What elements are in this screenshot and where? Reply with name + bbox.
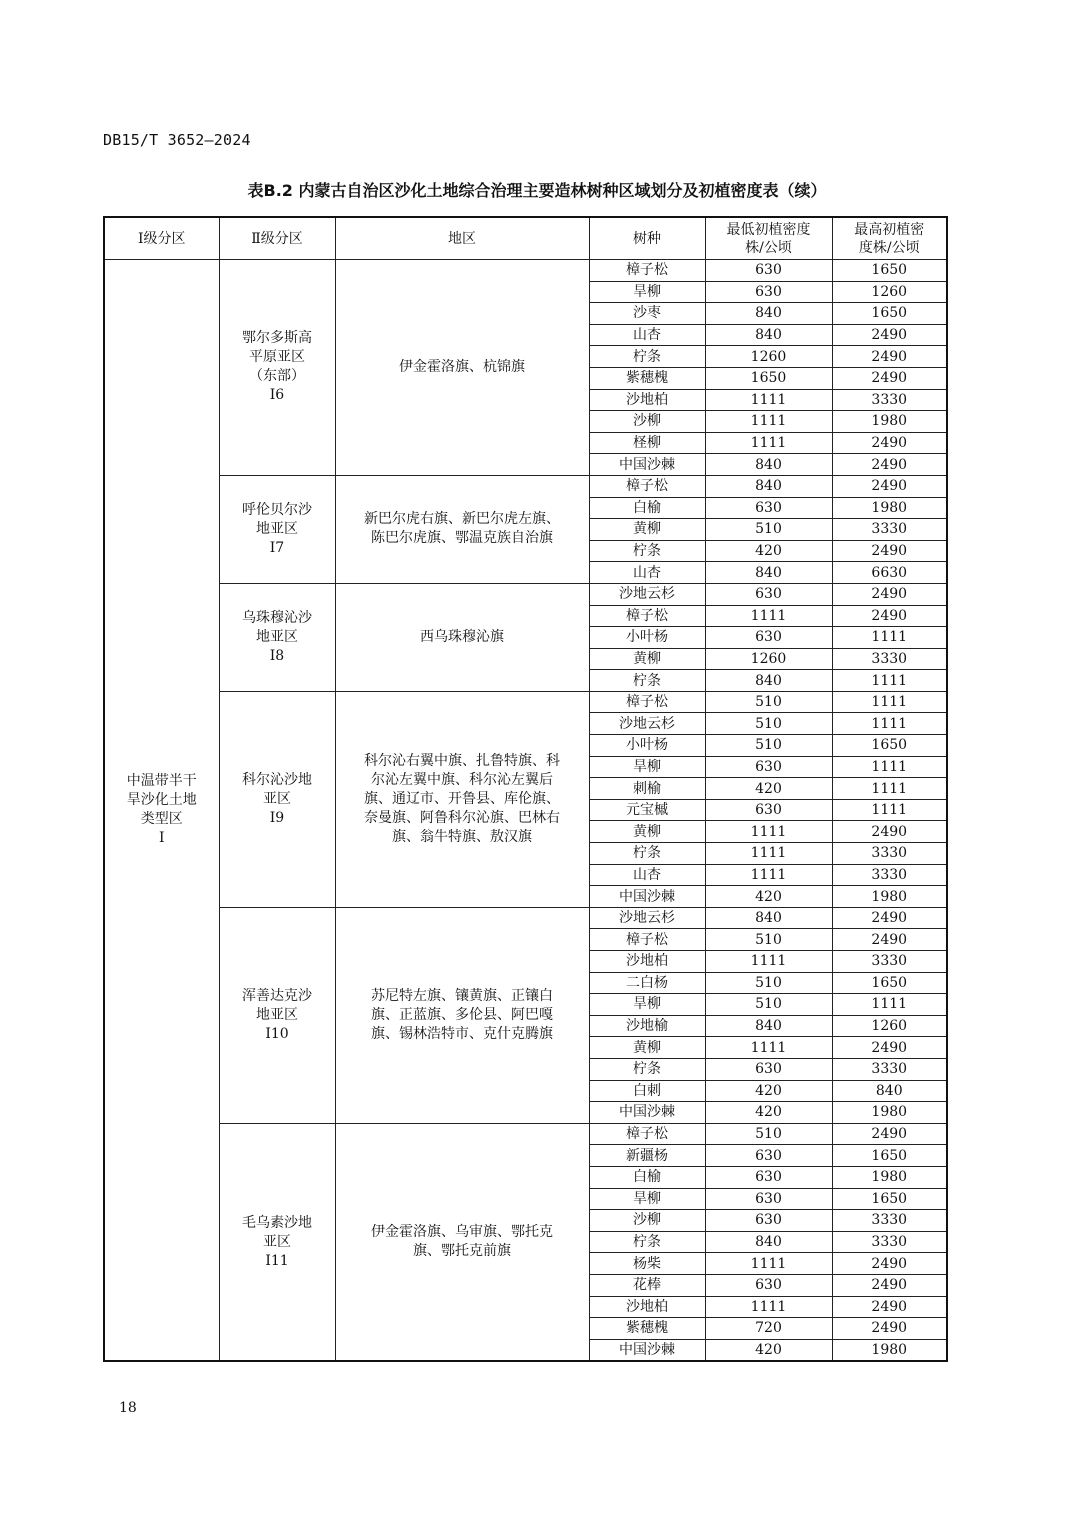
- species-cell: 元宝槭: [589, 799, 705, 821]
- species-cell: 黄柳: [589, 821, 705, 843]
- max-density-cell: 1980: [832, 1102, 947, 1124]
- species-cell: 沙地柏: [589, 951, 705, 973]
- min-density-cell: 1260: [705, 648, 832, 670]
- min-density-cell: 840: [705, 303, 832, 325]
- level2-subzone-cell: 鄂尔多斯高 平原亚区 （东部） Ⅰ6: [219, 260, 335, 476]
- max-density-cell: 3330: [832, 864, 947, 886]
- min-density-cell: 1111: [705, 605, 832, 627]
- species-cell: 沙地云杉: [589, 907, 705, 929]
- max-density-cell: 2490: [832, 432, 947, 454]
- species-cell: 樟子松: [589, 260, 705, 282]
- min-density-cell: 420: [705, 778, 832, 800]
- max-density-cell: 3330: [832, 648, 947, 670]
- max-density-cell: 1111: [832, 994, 947, 1016]
- max-density-cell: 1111: [832, 713, 947, 735]
- min-density-cell: 630: [705, 1166, 832, 1188]
- species-cell: 柠条: [589, 540, 705, 562]
- max-density-cell: 1650: [832, 1188, 947, 1210]
- max-density-cell: 1111: [832, 799, 947, 821]
- min-density-cell: 840: [705, 475, 832, 497]
- max-density-cell: 1980: [832, 1166, 947, 1188]
- min-density-cell: 420: [705, 1080, 832, 1102]
- region-cell: 科尔沁右翼中旗、扎鲁特旗、科 尔沁左翼中旗、科尔沁左翼后 旗、通辽市、开鲁县、库伦旗、 奈曼旗、阿鲁科尔沁旗、巴林右 旗、翁牛特旗、敖汉旗: [335, 691, 589, 907]
- max-density-cell: 3330: [832, 519, 947, 541]
- min-density-cell: 630: [705, 1210, 832, 1232]
- species-density-table: [103, 216, 948, 1362]
- max-density-cell: 2490: [832, 540, 947, 562]
- species-cell: 中国沙棘: [589, 454, 705, 476]
- min-density-cell: 420: [705, 886, 832, 908]
- min-density-cell: 840: [705, 1231, 832, 1253]
- species-cell: 二白杨: [589, 972, 705, 994]
- min-density-cell: 1650: [705, 367, 832, 389]
- species-cell: 白榆: [589, 1166, 705, 1188]
- max-density-cell: 2490: [832, 367, 947, 389]
- min-density-cell: 1111: [705, 432, 832, 454]
- species-cell: 柽柳: [589, 432, 705, 454]
- max-density-cell: 1650: [832, 260, 947, 282]
- max-density-cell: 2490: [832, 346, 947, 368]
- max-density-cell: 3330: [832, 843, 947, 865]
- species-cell: 白刺: [589, 1080, 705, 1102]
- species-cell: 柠条: [589, 670, 705, 692]
- min-density-cell: 510: [705, 713, 832, 735]
- max-density-cell: 2490: [832, 605, 947, 627]
- min-density-cell: 1111: [705, 1037, 832, 1059]
- max-density-cell: 2490: [832, 929, 947, 951]
- min-density-cell: 630: [705, 583, 832, 605]
- species-cell: 山杏: [589, 324, 705, 346]
- min-density-cell: 510: [705, 929, 832, 951]
- header-row: [104, 217, 947, 260]
- min-density-cell: 840: [705, 454, 832, 476]
- max-density-cell: 2490: [832, 583, 947, 605]
- min-density-cell: 510: [705, 1123, 832, 1145]
- min-density-cell: 1111: [705, 821, 832, 843]
- species-cell: 中国沙棘: [589, 1339, 705, 1361]
- min-density-cell: 510: [705, 735, 832, 757]
- max-density-cell: 2490: [832, 454, 947, 476]
- min-density-cell: 510: [705, 519, 832, 541]
- min-density-cell: 630: [705, 1145, 832, 1167]
- species-cell: 樟子松: [589, 691, 705, 713]
- species-cell: 旱柳: [589, 756, 705, 778]
- min-density-cell: 420: [705, 540, 832, 562]
- min-density-cell: 840: [705, 1015, 832, 1037]
- max-density-cell: 6630: [832, 562, 947, 584]
- min-density-cell: 840: [705, 324, 832, 346]
- species-cell: 中国沙棘: [589, 886, 705, 908]
- min-density-cell: 510: [705, 972, 832, 994]
- table-row: [104, 907, 947, 929]
- species-cell: 中国沙棘: [589, 1102, 705, 1124]
- species-cell: 白榆: [589, 497, 705, 519]
- min-density-cell: 510: [705, 994, 832, 1016]
- max-density-cell: 3330: [832, 1231, 947, 1253]
- max-density-cell: 1111: [832, 627, 947, 649]
- species-cell: 新疆杨: [589, 1145, 705, 1167]
- species-cell: 山杏: [589, 562, 705, 584]
- min-density-cell: 840: [705, 670, 832, 692]
- species-cell: 黄柳: [589, 1037, 705, 1059]
- species-cell: 柠条: [589, 1231, 705, 1253]
- species-cell: 柠条: [589, 843, 705, 865]
- min-density-cell: 630: [705, 1274, 832, 1296]
- region-cell: 伊金霍洛旗、杭锦旗: [335, 260, 589, 476]
- species-cell: 柠条: [589, 1058, 705, 1080]
- min-density-cell: 1260: [705, 346, 832, 368]
- min-density-cell: 630: [705, 260, 832, 282]
- max-density-cell: 3330: [832, 1058, 947, 1080]
- min-density-cell: 1111: [705, 843, 832, 865]
- max-density-cell: 2490: [832, 907, 947, 929]
- level2-subzone-cell: 浑善达克沙 地亚区 Ⅰ10: [219, 907, 335, 1123]
- level2-subzone-cell: 乌珠穆沁沙 地亚区 Ⅰ8: [219, 583, 335, 691]
- species-cell: 小叶杨: [589, 627, 705, 649]
- table-row: [104, 260, 947, 282]
- max-density-cell: 3330: [832, 1210, 947, 1232]
- max-density-cell: 1111: [832, 778, 947, 800]
- min-density-cell: 1111: [705, 389, 832, 411]
- table-title: 表B.2 内蒙古自治区沙化土地综合治理主要造林树种区域划分及初植密度表（续）: [247, 181, 827, 200]
- species-cell: 樟子松: [589, 475, 705, 497]
- region-cell: 新巴尔虎右旗、新巴尔虎左旗、 陈巴尔虎旗、鄂温克族自治旗: [335, 475, 589, 583]
- table-row: [104, 583, 947, 605]
- region-cell: 苏尼特左旗、镶黄旗、正镶白 旗、正蓝旗、多伦县、阿巴嘎 旗、锡林浩特市、克什克腾旗: [335, 907, 589, 1123]
- page-number: 18: [119, 1400, 137, 1416]
- min-density-cell: 510: [705, 691, 832, 713]
- column-header-min-density: 最低初植密度 株/公顷: [705, 217, 832, 260]
- document-code: DB15/T 3652—2024: [103, 131, 251, 149]
- max-density-cell: 2490: [832, 821, 947, 843]
- min-density-cell: 630: [705, 1188, 832, 1210]
- species-cell: 沙地柏: [589, 389, 705, 411]
- level2-subzone-cell: 毛乌素沙地 亚区 Ⅰ11: [219, 1123, 335, 1361]
- species-cell: 旱柳: [589, 281, 705, 303]
- max-density-cell: 2490: [832, 1123, 947, 1145]
- min-density-cell: 1111: [705, 1253, 832, 1275]
- max-density-cell: 1980: [832, 886, 947, 908]
- max-density-cell: 1980: [832, 1339, 947, 1361]
- species-cell: 沙枣: [589, 303, 705, 325]
- species-cell: 沙地榆: [589, 1015, 705, 1037]
- column-header-species: 树种: [589, 217, 705, 260]
- column-header-level2: Ⅱ级分区: [219, 217, 335, 260]
- table-row: [104, 1123, 947, 1145]
- species-cell: 杨柴: [589, 1253, 705, 1275]
- min-density-cell: 630: [705, 799, 832, 821]
- max-density-cell: 2490: [832, 1037, 947, 1059]
- min-density-cell: 1111: [705, 1296, 832, 1318]
- table-row: [104, 691, 947, 713]
- min-density-cell: 840: [705, 907, 832, 929]
- min-density-cell: 420: [705, 1102, 832, 1124]
- min-density-cell: 630: [705, 1058, 832, 1080]
- region-cell: 西乌珠穆沁旗: [335, 583, 589, 691]
- species-cell: 旱柳: [589, 1188, 705, 1210]
- species-cell: 沙地柏: [589, 1296, 705, 1318]
- level2-subzone-cell: 科尔沁沙地 亚区 Ⅰ9: [219, 691, 335, 907]
- max-density-cell: 2490: [832, 1253, 947, 1275]
- min-density-cell: 1111: [705, 951, 832, 973]
- min-density-cell: 1111: [705, 864, 832, 886]
- max-density-cell: 1650: [832, 735, 947, 757]
- max-density-cell: 2490: [832, 1274, 947, 1296]
- species-cell: 柠条: [589, 346, 705, 368]
- species-cell: 紫穗槐: [589, 367, 705, 389]
- max-density-cell: 3330: [832, 951, 947, 973]
- min-density-cell: 1111: [705, 411, 832, 433]
- min-density-cell: 420: [705, 1339, 832, 1361]
- min-density-cell: 630: [705, 756, 832, 778]
- max-density-cell: 2490: [832, 1318, 947, 1340]
- max-density-cell: 1260: [832, 281, 947, 303]
- species-cell: 小叶杨: [589, 735, 705, 757]
- species-cell: 黄柳: [589, 648, 705, 670]
- species-cell: 花棒: [589, 1274, 705, 1296]
- max-density-cell: 2490: [832, 324, 947, 346]
- species-cell: 沙柳: [589, 411, 705, 433]
- max-density-cell: 1111: [832, 756, 947, 778]
- species-cell: 紫穗槐: [589, 1318, 705, 1340]
- max-density-cell: 2490: [832, 475, 947, 497]
- region-cell: 伊金霍洛旗、乌审旗、鄂托克 旗、鄂托克前旗: [335, 1123, 589, 1361]
- column-header-level1: Ⅰ级分区: [104, 217, 219, 260]
- max-density-cell: 1650: [832, 1145, 947, 1167]
- species-cell: 樟子松: [589, 605, 705, 627]
- max-density-cell: 1980: [832, 411, 947, 433]
- min-density-cell: 630: [705, 281, 832, 303]
- level1-zone-cell: 中温带半干 旱沙化土地 类型区 Ⅰ: [104, 260, 219, 1362]
- column-header-max-density: 最高初植密 度株/公顷: [832, 217, 947, 260]
- max-density-cell: 1111: [832, 670, 947, 692]
- max-density-cell: 2490: [832, 1296, 947, 1318]
- max-density-cell: 1650: [832, 972, 947, 994]
- species-cell: 沙地云杉: [589, 713, 705, 735]
- species-cell: 沙地云杉: [589, 583, 705, 605]
- max-density-cell: 1650: [832, 303, 947, 325]
- species-cell: 沙柳: [589, 1210, 705, 1232]
- species-cell: 樟子松: [589, 1123, 705, 1145]
- species-cell: 山杏: [589, 864, 705, 886]
- min-density-cell: 630: [705, 627, 832, 649]
- min-density-cell: 630: [705, 497, 832, 519]
- species-cell: 樟子松: [589, 929, 705, 951]
- max-density-cell: 840: [832, 1080, 947, 1102]
- level2-subzone-cell: 呼伦贝尔沙 地亚区 Ⅰ7: [219, 475, 335, 583]
- species-cell: 旱柳: [589, 994, 705, 1016]
- table-row: [104, 475, 947, 497]
- max-density-cell: 1260: [832, 1015, 947, 1037]
- column-header-region: 地区: [335, 217, 589, 260]
- min-density-cell: 840: [705, 562, 832, 584]
- min-density-cell: 720: [705, 1318, 832, 1340]
- species-cell: 黄柳: [589, 519, 705, 541]
- species-cell: 刺榆: [589, 778, 705, 800]
- max-density-cell: 1111: [832, 691, 947, 713]
- max-density-cell: 3330: [832, 389, 947, 411]
- max-density-cell: 1980: [832, 497, 947, 519]
